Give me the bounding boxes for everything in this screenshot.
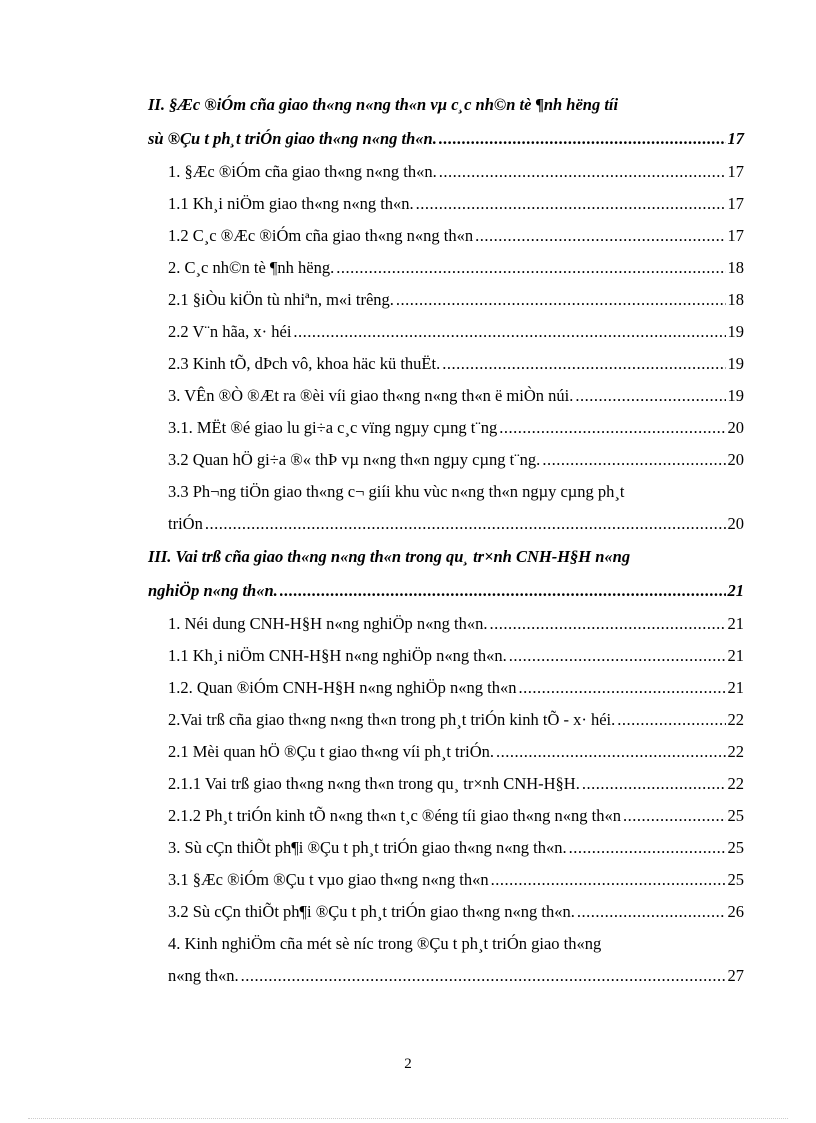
toc-entry-text: 3. VÊn ®Ò ®Æt ra ®èi víi giao th«ng n«ng th«n ë miÒn núi. [168, 386, 574, 405]
toc-page-number: 22 [727, 742, 744, 761]
toc-page-number: 19 [727, 386, 744, 405]
toc-page-number: 19 [727, 322, 744, 341]
toc-leader-dots [241, 960, 726, 992]
toc-entry-text: 2. C¸c nh©n tè ¶nh hëng. [168, 258, 335, 277]
toc-leader-dots [499, 412, 725, 444]
toc-page-number: 17 [727, 129, 744, 148]
toc-entry-text: 2.Vai trß cña giao th«ng n«ng th«n trong ph¸t triÓn kinh tÕ - x· héi. [168, 710, 616, 729]
toc-entry-text: 3.2 Quan hÖ gi÷a ®« thÞ vµ n«ng th«n ngµy cµng t¨ng. [168, 450, 541, 469]
toc-entry[interactable] [148, 188, 744, 220]
toc-entry[interactable] [148, 380, 744, 412]
toc-entry[interactable] [148, 608, 744, 640]
toc-entry[interactable] [148, 316, 744, 348]
toc-page-number: 21 [727, 614, 744, 633]
toc-leader-dots [623, 800, 726, 832]
toc-entry[interactable] [148, 220, 744, 252]
toc-entry-text: 3. Sù cÇn thiÕt ph¶i ®Çu t ph¸t triÓn giao th«ng n«ng th«n. [168, 838, 567, 857]
toc-leader-dots [509, 640, 726, 672]
toc-entry-text: 3.1. MËt ®é giao lu gi÷a c¸c vïng ngµy cµng t¨ng [168, 418, 498, 437]
toc-leader-dots [293, 316, 725, 348]
toc-leader-dots [617, 704, 725, 736]
toc-page-number: 20 [727, 450, 744, 469]
toc-leader-dots [280, 574, 726, 608]
toc-entry[interactable] [148, 476, 744, 508]
toc-entry-text: n«ng th«n. [168, 966, 239, 985]
toc-entry-text: 1.2 C¸c ®Æc ®iÓm cña giao th«ng n«ng th«n [168, 226, 474, 245]
toc-page-number: 20 [727, 514, 744, 533]
toc-entry[interactable] [148, 896, 744, 928]
toc-entry-text: III. Vai trß cña giao th«ng n«ng th«n trong qu¸ tr×nh CNH-H§H n«ng [148, 547, 631, 566]
toc-entry[interactable] [148, 88, 744, 122]
toc-entry-text: 2.1.2 Ph¸t triÓn kinh tÕ n«ng th«n t¸c ®éng tíi giao th«ng n«ng th«n [168, 806, 621, 825]
toc-entry[interactable] [148, 704, 744, 736]
toc-leader-dots [518, 672, 725, 704]
toc-entry-text: 2.2 V¨n hãa, x· héi [168, 322, 292, 341]
toc-leader-dots [205, 508, 726, 540]
toc-page-number: 22 [727, 774, 744, 793]
toc-entry-text: 2.1 Mèi quan hÖ ®Çu t giao th«ng víi ph¸t triÓn. [168, 742, 495, 761]
toc-entry[interactable] [148, 864, 744, 896]
toc-entry[interactable] [148, 284, 744, 316]
toc-entry[interactable] [148, 960, 744, 992]
table-of-contents [148, 88, 744, 992]
toc-entry[interactable] [148, 928, 744, 960]
toc-page-number: 20 [727, 418, 744, 437]
toc-entry-text: 1.2. Quan ®iÓm CNH-H§H n«ng nghiÖp n«ng th«n [168, 678, 517, 697]
toc-entry[interactable] [148, 122, 744, 156]
toc-leader-dots [491, 864, 726, 896]
toc-entry[interactable] [148, 348, 744, 380]
toc-entry[interactable] [148, 736, 744, 768]
toc-leader-dots [475, 220, 725, 252]
toc-entry[interactable] [148, 156, 744, 188]
toc-page-number: 19 [727, 354, 744, 373]
toc-leader-dots [416, 188, 726, 220]
toc-entry-text: 1. §Æc ®iÓm cña giao th«ng n«ng th«n. [168, 162, 437, 181]
toc-entry[interactable] [148, 540, 744, 574]
toc-page-number: 18 [727, 258, 744, 277]
toc-page-number: 17 [727, 162, 744, 181]
toc-page-number: 17 [727, 194, 744, 213]
toc-entry-text: 1.1 Kh¸i niÖm CNH-H§H n«ng nghiÖp n«ng th«n. [168, 646, 507, 665]
toc-entry-text: 3.3 Ph¬ng tiÖn giao th«ng c¬ giíi khu vùc n«ng th«n ngµy cµng ph¸t [168, 482, 625, 501]
toc-entry-text: triÓn [168, 514, 203, 533]
toc-entry-text: nghiÖp n«ng th«n. [148, 581, 278, 600]
toc-leader-dots [582, 768, 726, 800]
toc-entry[interactable] [148, 508, 744, 540]
toc-leader-dots [575, 380, 725, 412]
toc-leader-dots [577, 896, 726, 928]
toc-entry-text: 1.1 Kh¸i niÖm giao th«ng n«ng th«n. [168, 194, 414, 213]
toc-entry[interactable] [148, 768, 744, 800]
toc-entry-text: sù ®Çu t ph¸t triÓn giao th«ng n«ng th«n. [148, 129, 437, 148]
toc-entry-text: II. §Æc ®iÓm cña giao th«ng n«ng th«n vµ c¸c nh©n tè ¶nh hëng tíi [148, 95, 619, 114]
toc-entry[interactable] [148, 574, 744, 608]
toc-page-number: 21 [727, 678, 744, 697]
toc-entry[interactable] [148, 444, 744, 476]
toc-page-number: 21 [727, 581, 744, 600]
toc-page-number: 17 [727, 226, 744, 245]
toc-entry-text: 3.2 Sù cÇn thiÕt ph¶i ®Çu t ph¸t triÓn giao th«ng n«ng th«n. [168, 902, 575, 921]
toc-entry-text: 2.3 Kinh tÕ, dÞch vô, khoa häc kü thuËt. [168, 354, 441, 373]
toc-page-number: 18 [727, 290, 744, 309]
toc-entry-text: 1. Néi dung CNH-H§H n«ng nghiÖp n«ng th«n. [168, 614, 488, 633]
toc-leader-dots [439, 122, 726, 156]
toc-page-number: 25 [727, 870, 744, 889]
toc-page-number: 27 [727, 966, 744, 985]
toc-leader-dots [489, 608, 725, 640]
toc-page-number: 21 [727, 646, 744, 665]
toc-entry-text: 4. Kinh nghiÖm cña mét sè níc trong ®Çu t ph¸t triÓn giao th«ng [168, 934, 602, 953]
page-number: 2 [404, 1056, 412, 1072]
toc-entry[interactable] [148, 412, 744, 444]
toc-entry[interactable] [148, 640, 744, 672]
toc-page-number: 26 [727, 902, 744, 921]
toc-page-number: 22 [727, 710, 744, 729]
page-edge-divider [28, 1118, 788, 1119]
toc-leader-dots [442, 348, 725, 380]
toc-leader-dots [496, 736, 725, 768]
toc-entry[interactable] [148, 672, 744, 704]
toc-entry-text: 2.1.1 Vai trß giao th«ng n«ng th«n trong qu¸ tr×nh CNH-H§H. [168, 774, 580, 793]
toc-entry-text: 3.1 §Æc ®iÓm ®Çu t vµo giao th«ng n«ng th«n [168, 870, 489, 889]
toc-leader-dots [439, 156, 726, 188]
toc-leader-dots [396, 284, 726, 316]
toc-page-number: 25 [727, 806, 744, 825]
toc-entry[interactable] [148, 832, 744, 864]
toc-leader-dots [336, 252, 725, 284]
toc-entry[interactable] [148, 252, 744, 284]
toc-entry[interactable] [148, 800, 744, 832]
toc-leader-dots [542, 444, 725, 476]
toc-page-number: 25 [727, 838, 744, 857]
toc-leader-dots [569, 832, 726, 864]
toc-entry-text: 2.1 §iÒu kiÖn tù nhiªn, m«i trêng. [168, 290, 394, 309]
